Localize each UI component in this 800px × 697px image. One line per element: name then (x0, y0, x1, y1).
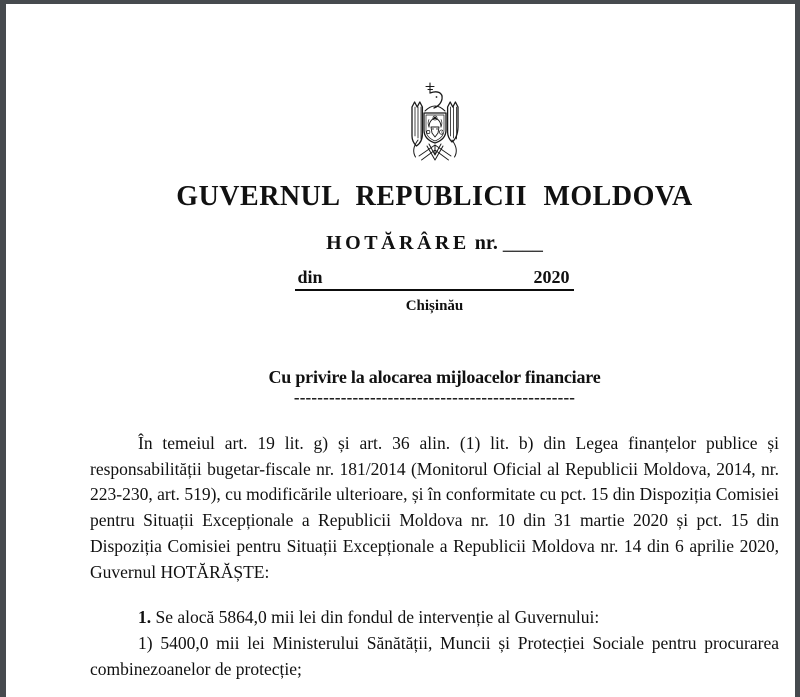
decision-item-1 (90, 605, 779, 631)
act-type-label: HOTĂRÂRE (326, 232, 470, 254)
date-year: 2020 (533, 267, 570, 287)
date-prefix: din (297, 267, 323, 287)
decision-subject-title: Cu privire la alocarea mijloacelor financiare (268, 367, 601, 387)
date-line (90, 266, 779, 291)
city-label: Chișinău (405, 298, 464, 314)
preamble-paragraph: În temeiul art. 19 lit. g) și art. 36 alin. (1) lit. b) din Legea finanțelor publice și responsabilității bugetar-fiscale nr. 181/2014 (Monitorul Oficial al Republicii Moldova, 2014, nr. 223-230, art. 519), cu modificările ulterioare, și în conformitate cu pct. 15 din Dispoziția Comisiei pentru Situații Excepționale a Republicii Moldova nr. 10 din 31 martie 2020 și pct. 15 din Dispoziția Comisiei pentru Situații Excepționale a Republicii Moldova nr. 14 din 6 aprilie 2020, Guvernul HOTĂRĂȘTE: (90, 433, 779, 582)
item-marker: 1. (138, 607, 152, 628)
document-page (6, 4, 795, 697)
act-title-line (90, 230, 779, 256)
act-nr-label: nr. (474, 232, 498, 254)
item-text: Se alocă 5864,0 mii lei din fondul de intervenție al Guvernului: (155, 607, 600, 628)
act-number-blank: ____ (502, 232, 543, 254)
institution-title: GUVERNUL REPUBLICII MOLDOVA (176, 181, 693, 212)
date-underline (295, 266, 573, 291)
moldova-coat-of-arms-icon (90, 82, 779, 172)
subject-underline-dashes: ------------------------------------------------ (293, 388, 576, 407)
decision-subitem-1 (90, 631, 779, 682)
subitem-text: 5400,0 mii lei Ministerului Sănătății, Muncii și Protecției Sociale pentru procurarea combinezoanelor de protecție; (90, 632, 780, 679)
subitem-marker: 1) (138, 632, 153, 653)
